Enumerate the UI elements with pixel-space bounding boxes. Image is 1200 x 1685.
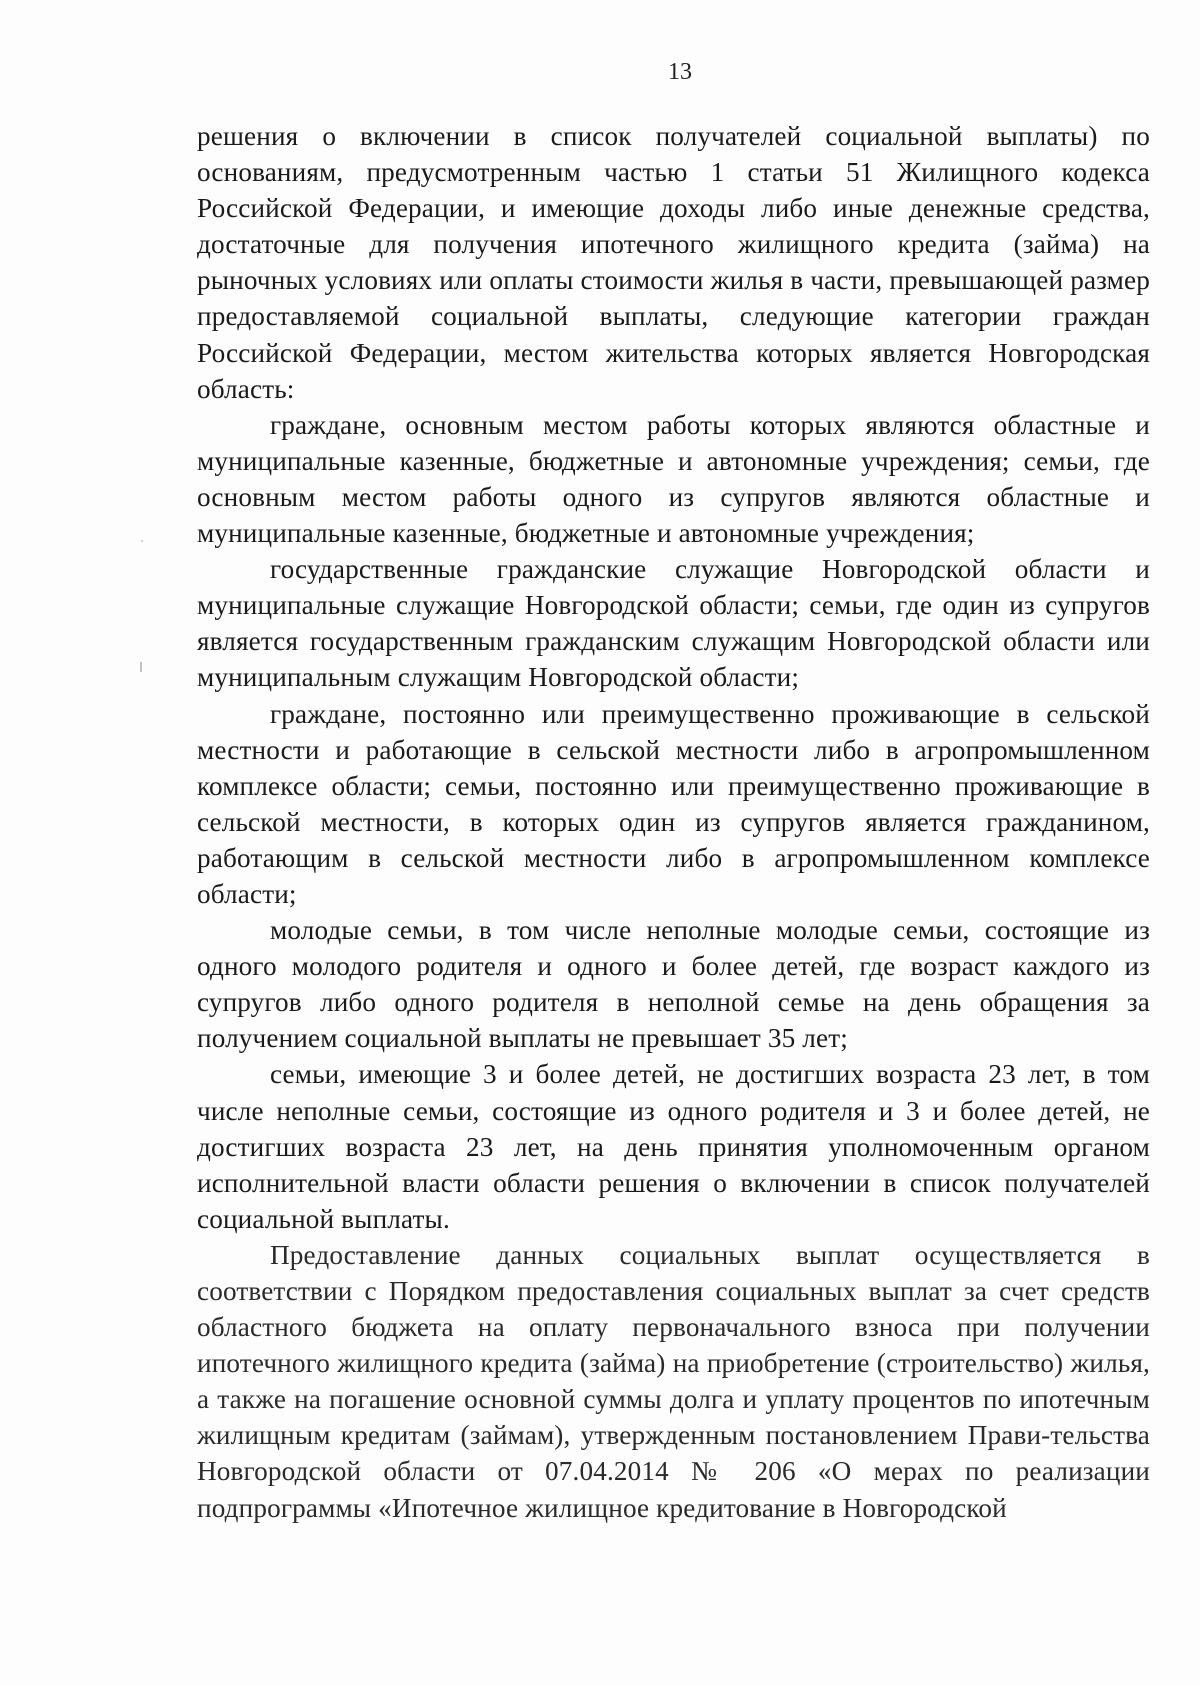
scan-artifact-mark	[140, 662, 142, 672]
scan-artifact-dot	[141, 540, 143, 542]
paragraph-category-public-sector: граждане, основным местом работы которых являются областные и муниципальные казенные, бюджетные и автономные учреждения; семьи, где основным местом работы одного из супругов являются областные и муниципальные казенные, бюджетные и автономные учреждения;	[197, 409, 1150, 549]
paragraph-continuation: решения о включении в список получателей социальной выплаты) по основаниям, предусмотренным частью 1 статьи 51 Жилищного кодекса Российской Федерации, и имеющие доходы либо иные денежные средства, достаточные для получения ипотечного жилищного кредита (займа) на рыночных условиях или оплаты стоимости жилья в части, превышающей размер предоставляемой социальной выплаты, следующие категории граждан Российской Федерации, местом жительства которых является Новгородская область:	[197, 121, 1150, 404]
document-body	[197, 118, 1150, 1526]
paragraph-category-civil-servants: государственные гражданские служащие Новгородской области и муниципальные служащие Новгородской области; семьи, где один из супругов является государственным гражданским служащим Новгородской области или муниципальным служащим Новгородской области;	[197, 554, 1150, 693]
paragraph-payment-procedure: Предоставление данных социальных выплат осуществляется в соответствии с Порядком предоставления социальных выплат за счет средств областного бюджета на оплату первоначального взноса при получении ипотечного жилищного кредита (займа) на приобретение (строительство) жилья, а также на погашение основной суммы долга и уплату процентов по ипотечным жилищным кредитам (займам), утвержденным постановлением Прави-тельства Новгородской области от 07.04.2014 № 206 «О мерах по реализации подпрограммы «Ипотечное жилищное кредитование в Новгородской	[197, 1239, 1150, 1523]
paragraph-category-young-families: молодые семьи, в том числе неполные молодые семьи, состоящие из одного молодого родителя и одного и более детей, где возраст каждого из супругов либо одного родителя в неполной семье на день обращения за получением социальной выплаты не превышает 35 лет;	[197, 915, 1150, 1054]
paragraph-category-rural: граждане, постоянно или преимущественно проживающие в сельской местности и работающие в сельской местности либо в агропромышленном комплексе области; семьи, постоянно или преимущественно проживающие в сельской местности, в которых один из супругов является гражданином, работающим в сельской местности либо в агропромышленном комплексе области;	[197, 698, 1150, 909]
paragraph-category-large-families: семьи, имеющие 3 и более детей, не достигших возраста 23 лет, в том числе неполные семьи, состоящие из одного родителя и 3 и более детей, не достигших возраста 23 лет, на день принятия уполномоченным органом исполнительной власти области решения о включении в список получателей социальной выплаты.	[197, 1059, 1150, 1234]
page-number: 13	[668, 59, 692, 85]
